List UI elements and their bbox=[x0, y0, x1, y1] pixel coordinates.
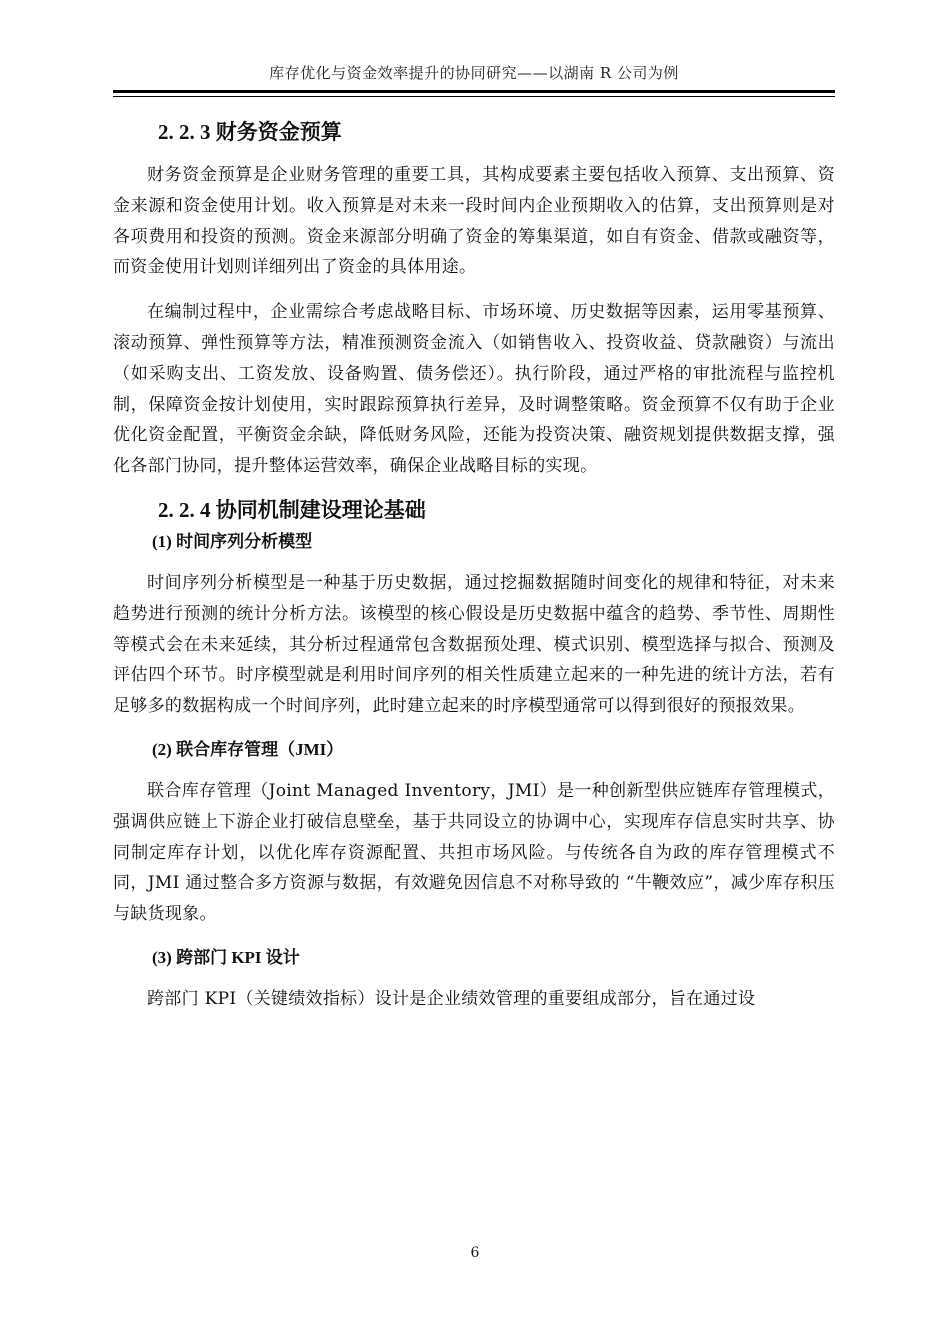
paragraph: 在编制过程中，企业需综合考虑战略目标、市场环境、历史数据等因素，运用零基预算、滚动预算、弹性预算等方法，精准预测资金流入（如销售收入、投资收益、贷款融资）与流出（如采购支出、工资发放、设备购置、债务偿还）。执行阶段，通过严格的审批流程与监控机制，保障资金按计划使用，实时跟踪预算执行差异，及时调整策略。资金预算不仅有助于企业优化资金配置，平衡资金余缺，降低财务风险，还能为投资决策、融资规划提供数据支撑，强化各部门协同，提升整体运营效率，确保企业战略目标的实现。 bbox=[113, 302, 835, 477]
subheading-kpi: (3) 跨部门 KPI 设计 bbox=[152, 947, 300, 967]
section-heading-2-2-4: 2. 2. 4 协同机制建设理论基础 bbox=[158, 497, 426, 522]
paragraph: 时间序列分析模型是一种基于历史数据，通过挖掘数据随时间变化的规律和特征，对未来趋势进行预测的统计分析方法。该模型的核心假设是历史数据中蕴含的趋势、季节性、周期性等模式会在未来延续，其分析过程通常包含数据预处理、模式识别、模型选择与拟合、预测及评估四个环节。时序模型就是利用时间序列的相关性质建立起来的一种先进的统计方法，若有足够多的数据构成一个时间序列，此时建立起来的时序模型通常可以得到很好的预报效果。 bbox=[113, 572, 835, 717]
subheading-jmi: (2) 联合库存管理（JMI） bbox=[152, 739, 344, 759]
section-heading-2-2-3: 2. 2. 3 财务资金预算 bbox=[158, 120, 342, 144]
running-header: 库存优化与资金效率提升的协同研究——以湖南 R 公司为例 bbox=[269, 64, 679, 82]
page-content bbox=[113, 116, 835, 1015]
header-rule-thick bbox=[113, 90, 835, 93]
paragraph: 跨部门 KPI（关键绩效指标）设计是企业绩效管理的重要组成部分，旨在通过设 bbox=[147, 988, 756, 1009]
paragraph: 联合库存管理（Joint Managed Inventory，JMI）是一种创新型供应链库存管理模式，强调供应链上下游企业打破信息壁垒，基于共同设立的协调中心，实现库存信息实时共享、协同制定库存计划，以优化库存资源配置、共担市场风险。与传统各自为政的库存管理模式不同，JMI 通过整合多方资源与数据，有效避免因信息不对称导致的 “牛鞭效应”，减少库存积压与缺货现象。 bbox=[113, 780, 835, 925]
header-rule-thin bbox=[113, 96, 835, 97]
subheading-time-series: (1) 时间序列分析模型 bbox=[152, 531, 313, 551]
paragraph: 财务资金预算是企业财务管理的重要工具，其构成要素主要包括收入预算、支出预算、资金来源和资金使用计划。收入预算是对未来一段时间内企业预期收入的估算，支出预算则是对各项费用和投资的预测。资金来源部分明确了资金的筹集渠道，如自有资金、借款或融资等，而资金使用计划则详细列出了资金的具体用途。 bbox=[113, 165, 835, 278]
page-number: 6 bbox=[470, 1245, 480, 1261]
